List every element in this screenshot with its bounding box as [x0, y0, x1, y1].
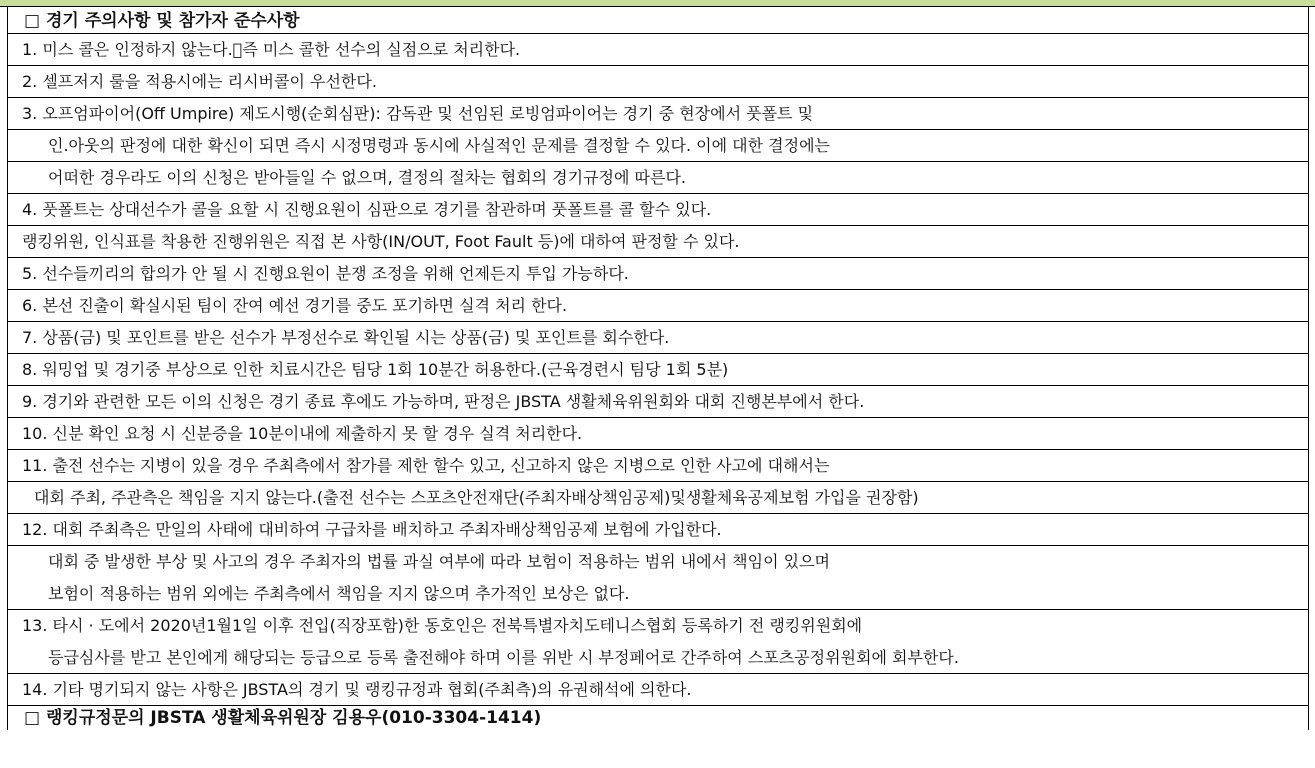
- rule-row: [7, 130, 1309, 162]
- section-title: □ 경기 주의사항 및 참가자 준수사항: [24, 11, 300, 31]
- rule-row: [7, 66, 1309, 98]
- rule-row: [7, 322, 1309, 354]
- rule-text: 12. 대회 주최측은 만일의 사태에 대비하여 구급차를 배치하고 주최자배상책임공제 보험에 가입한다.: [22, 520, 722, 539]
- rule-text: 13. 타시 · 도에서 2020년1월1일 이후 전입(직장포함)한 동호인은 전북특별자치도테니스협회 등록하기 전 랭킹위원회에: [22, 616, 863, 635]
- rule-text: 인.아웃의 판정에 대한 확신이 되면 즉시 시정명령과 동시에 사실적인 문제를 결정할 수 있다. 이에 대한 결정에는: [48, 136, 830, 155]
- rule-text: 랭킹위원, 인식표를 착용한 진행위원은 직접 본 사항(IN/OUT, Foot Fault 등)에 대하여 판정할 수 있다.: [22, 232, 740, 251]
- rule-text: 1. 미스 콜은 인정하지 않는다. 즉 미스 콜한 선수의 실점으로 처리한다.: [22, 40, 521, 59]
- rule-text: 8. 워밍업 및 경기중 부상으로 인한 치료시간은 팀당 1회 10분간 허용한다.(근육경련시 팀당 1회 5분): [22, 360, 729, 379]
- rule-row: [7, 386, 1309, 418]
- rule-text: 2. 셀프저지 룰을 적용시에는 리시버콜이 우선한다.: [22, 72, 377, 91]
- rule-row: [7, 418, 1309, 450]
- rule-row: [7, 610, 1309, 642]
- rule-text: 대회 중 발생한 부상 및 사고의 경우 주최자의 법률 과실 여부에 따라 보험이 적용하는 범위 내에서 책임이 있으며: [48, 552, 830, 571]
- rule-text: 6. 본선 진출이 확실시된 팀이 잔여 예선 경기를 중도 포기하면 실격 처리 한다.: [22, 296, 568, 315]
- rule-text: 5. 선수들끼리의 합의가 안 될 시 진행요원이 분쟁 조정을 위해 언제든지 투입 가능하다.: [22, 264, 629, 283]
- rule-text: 14. 기타 명기되지 않는 사항은 JBSTA의 경기 및 랭킹규정과 협회(주최측)의 유권해석에 의한다.: [22, 680, 692, 699]
- rule-text: 9. 경기와 관련한 모든 이의 신청은 경기 종료 후에도 가능하며, 판정은 JBSTA 생활체육위원회와 대회 진행본부에서 한다.: [22, 392, 865, 411]
- rule-row: [7, 514, 1309, 546]
- rule-row: [7, 354, 1309, 386]
- rule-row: [7, 226, 1309, 258]
- rule-row: [7, 578, 1309, 610]
- rule-text: 3. 오프엄파이어(Off Umpire) 제도시행(순회심판): 감독관 및 선임된 로빙엄파이어는 경기 중 현장에서 풋폴트 및: [22, 104, 814, 123]
- rule-row: [7, 546, 1309, 578]
- rule-row: [7, 482, 1309, 514]
- rule-text: 4. 풋폴트는 상대선수가 콜을 요할 시 진행요원이 심판으로 경기를 참관하며 풋폴트를 콜 할수 있다.: [22, 200, 712, 219]
- rule-text: 11. 출전 선수는 지병이 있을 경우 주최측에서 참가를 제한 할수 있고, 신고하지 않은 지병으로 인한 사고에 대해서는: [22, 456, 830, 475]
- rule-row: [7, 450, 1309, 482]
- rule-text: 10. 신분 확인 요청 시 신분증을 10분이내에 제출하지 못 할 경우 실격 처리한다.: [22, 424, 583, 443]
- rule-text: 7. 상품(금) 및 포인트를 받은 선수가 부정선수로 확인될 시는 상품(금) 및 포인트를 회수한다.: [22, 328, 670, 347]
- rule-row: [7, 290, 1309, 322]
- contact-row: [7, 706, 1309, 730]
- rule-row: [7, 34, 1309, 66]
- rule-text: 어떠한 경우라도 이의 신청은 받아들일 수 없으며, 결정의 절차는 협회의 경기규정에 따른다.: [48, 168, 686, 187]
- rule-row: [7, 642, 1309, 674]
- rule-text: 대회 주최, 주관측은 책임을 지지 않는다.(출전 선수는 스포츠안전재단(주최자배상책임공제)및생활체육공제보험 가입을 권장함): [34, 488, 919, 507]
- rule-row: [7, 162, 1309, 194]
- rule-text: 등급심사를 받고 본인에게 해당되는 등급으로 등록 출전해야 하며 이를 위반 시 부정페어로 간주하여 스포츠공정위원회에 회부한다.: [48, 648, 959, 667]
- rule-row: [7, 258, 1309, 290]
- rule-row: [7, 98, 1309, 130]
- section-title-row: [7, 6, 1309, 34]
- rule-row: [7, 674, 1309, 706]
- rules-table: [7, 6, 1309, 730]
- contact-text: □ 랭킹규정문의 JBSTA 생활체육위원장 김용우(010-3304-1414): [24, 708, 542, 728]
- rule-row: [7, 194, 1309, 226]
- rule-text: 보험이 적용하는 범위 외에는 주최측에서 책임을 지지 않으며 추가적인 보상은 없다.: [48, 584, 630, 603]
